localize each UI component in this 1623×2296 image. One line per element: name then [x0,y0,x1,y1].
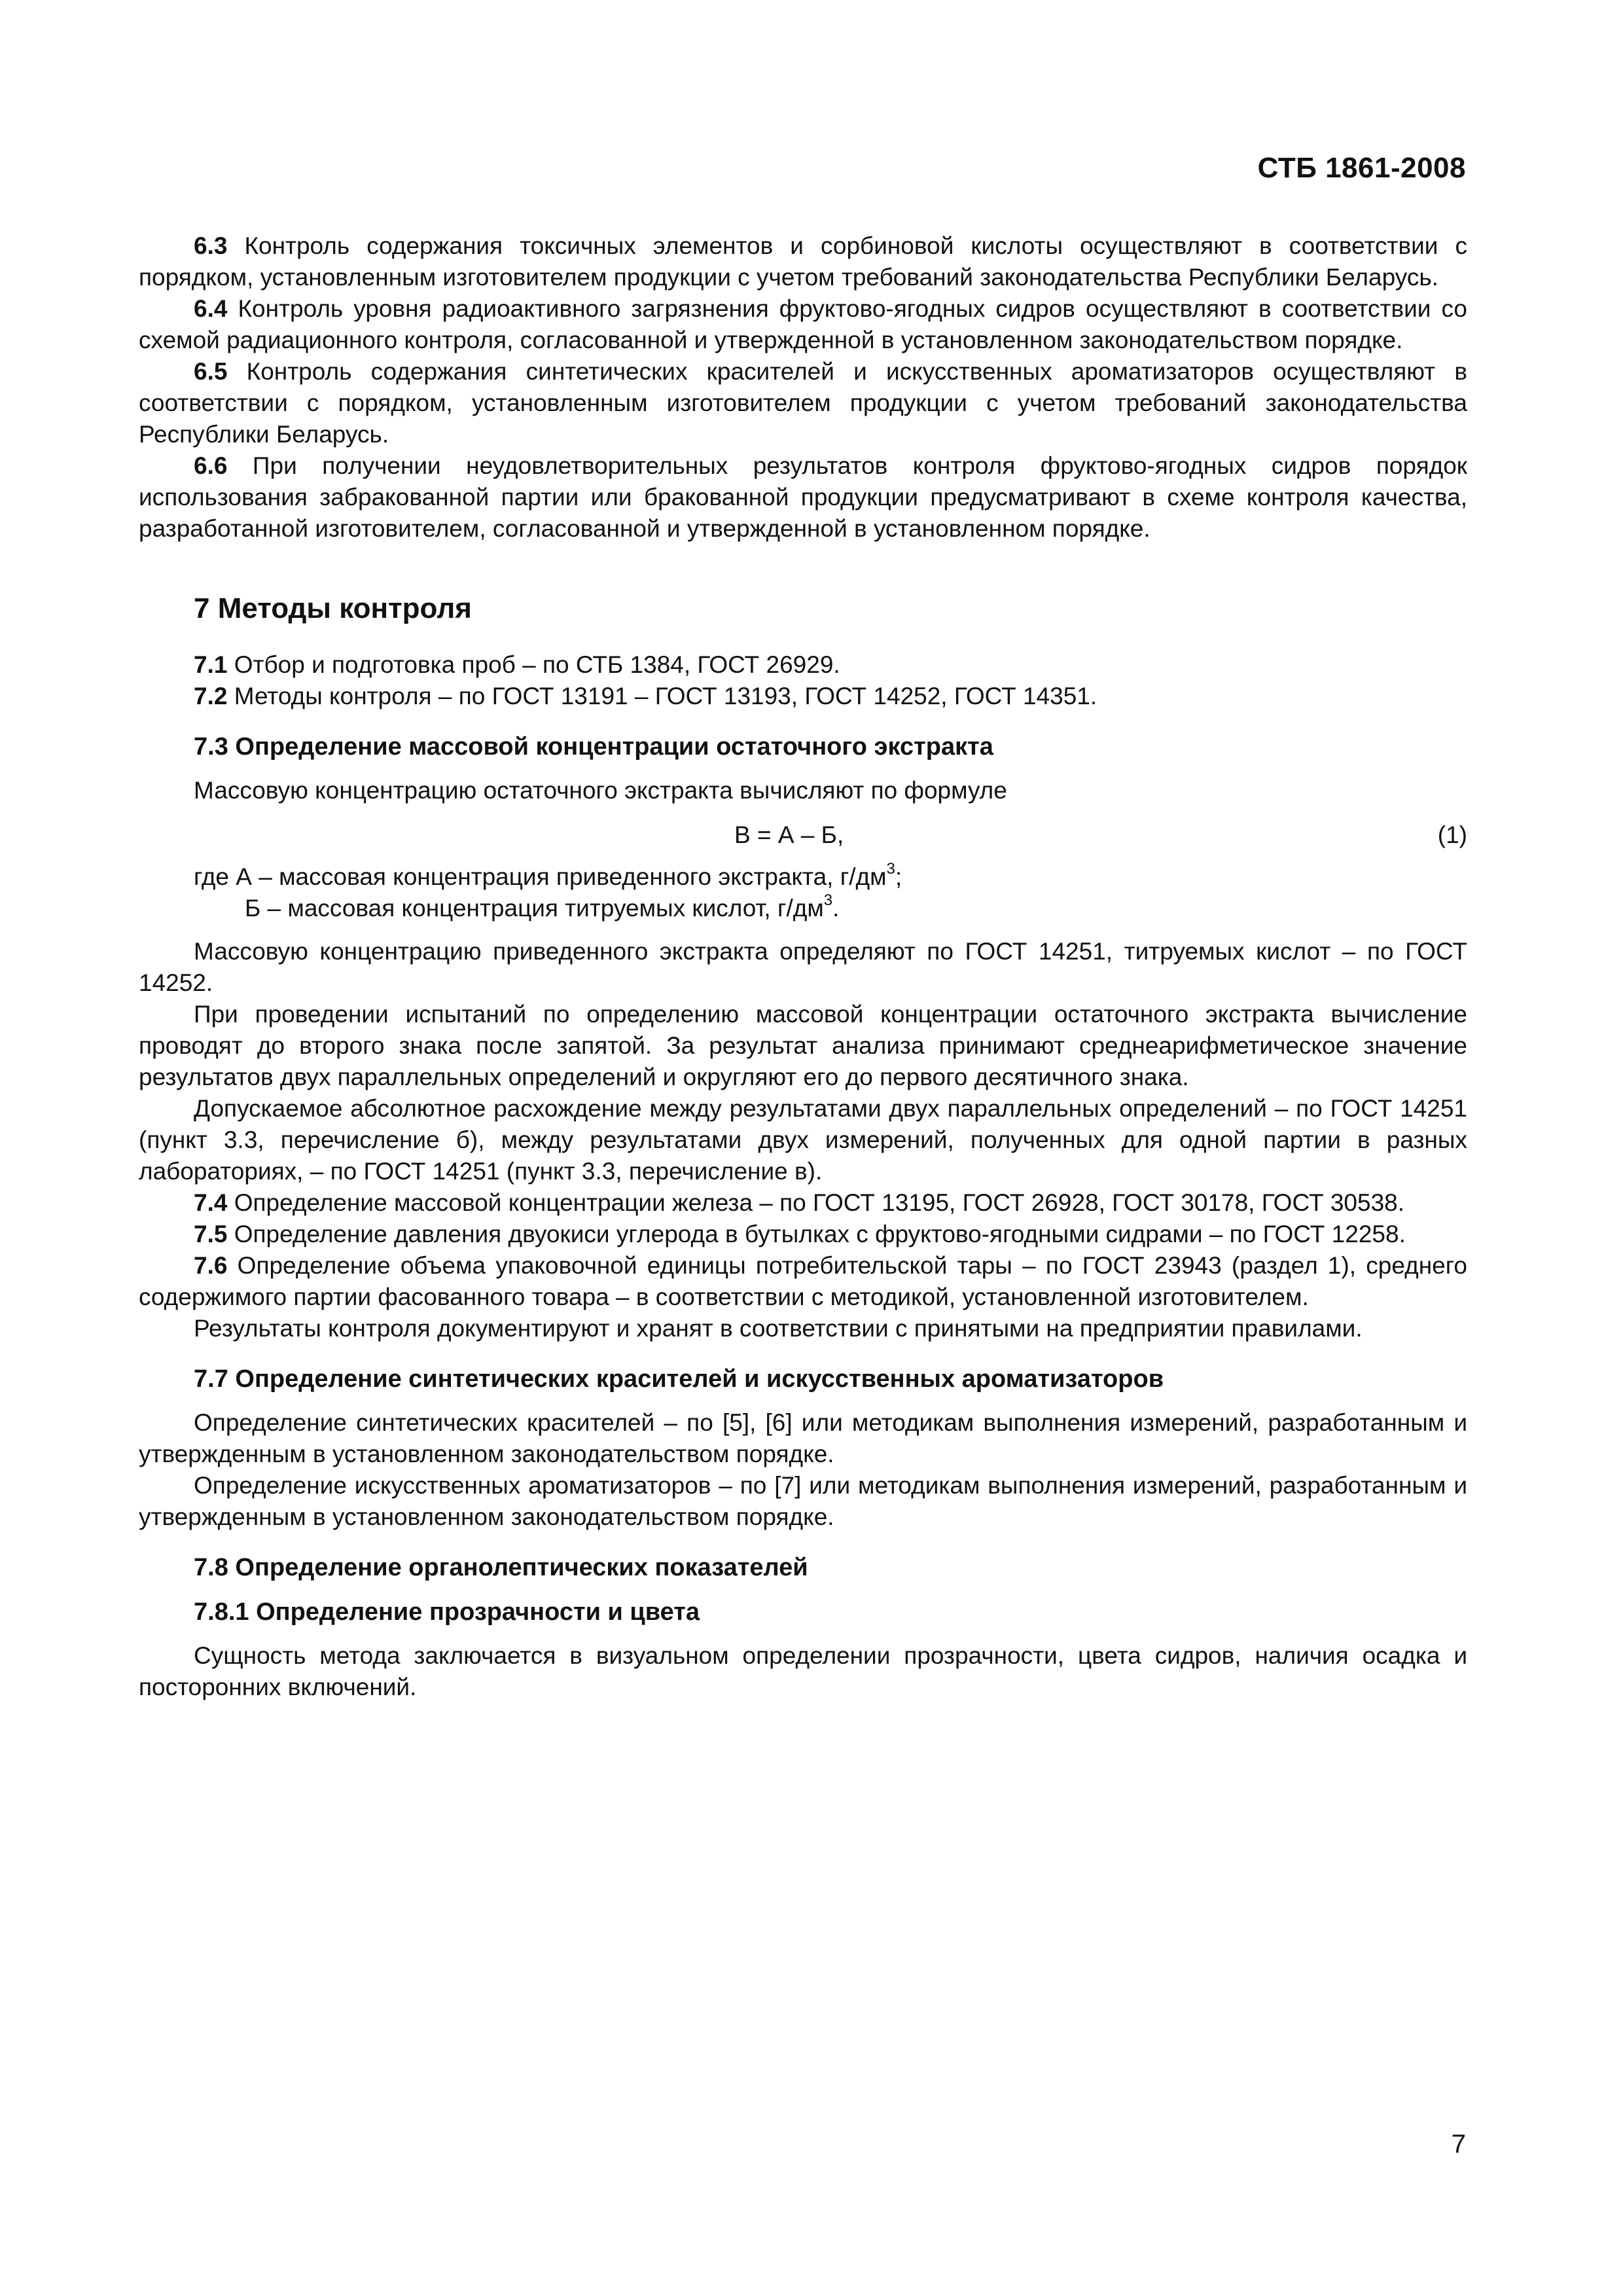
paragraph-6-3 [139,230,1467,293]
legend-b [139,893,1467,924]
clause-number: 6.6 [194,452,228,479]
paragraph-7-8-1: Сущность метода заключается в визуальном определении прозрачности, цвета сидров, наличия осадка и посторонних включений. [139,1642,1467,1700]
clause-text: При получении неудовлетворительных результатов контроля фруктово-ягодных сидров порядок использования забракованной партии или бракованной продукции предусматривают в схеме контроля качества, разработанной изготовителем, согласованной и утвержденной в установленном порядке. [139,452,1467,542]
paragraph-6-6 [139,450,1467,545]
paragraph-7-3-a: Массовую концентрацию приведенного экстракта определяют по ГОСТ 14251, титруемых кислот – по ГОСТ 14252. [139,938,1467,996]
unit-exponent: 3 [886,859,895,878]
paragraph-7-3-b: При проведении испытаний по определению массовой концентрации остаточного экстракта вычисление проводят до второго знака после запятой. За результат анализа принимают среднеарифметическое значение результатов двух параллельных определений и округляют его до первого десятичного знака. [139,1001,1467,1090]
clause-text: Определение давления двуокиси углерода в бутылках с фруктово-ягодными сидрами – по ГОСТ 12258. [227,1221,1406,1247]
paragraph-6-5 [139,356,1467,450]
page-number: 7 [1451,2130,1466,2159]
unit-exponent: 3 [823,891,833,909]
subsection-7-7-heading: 7.7 Определение синтетических красителей и искусственных ароматизаторов [194,1365,1164,1393]
legend-b-end: . [832,895,840,922]
paragraph-7-6 [139,1250,1467,1313]
clause-number: 6.4 [194,295,228,322]
paragraph-7-4 [139,1187,1467,1219]
clause-text: Отбор и подготовка проб – по СТБ 1384, ГОСТ 26929. [227,651,840,678]
formula-intro: Массовую концентрацию остаточного экстракта вычисляют по формуле [194,777,1007,804]
clause-text: Методы контроля – по ГОСТ 13191 – ГОСТ 13193, ГОСТ 14252, ГОСТ 14351. [227,683,1097,709]
paragraph-6-4 [139,293,1467,356]
paragraph-7-7-b: Определение искусственных ароматизаторов – по [7] или методикам выполнения измерений, разработанным и утвержденным в установленном законодательством порядке. [139,1472,1467,1530]
subsection-7-8-heading: 7.8 Определение органолептических показателей [194,1554,808,1581]
legend-a-text: где А – массовая концентрация приведенного экстракта, г/дм [194,863,887,890]
clause-number: 7.6 [194,1252,228,1279]
formula-expression: В = А – Б, [734,821,844,848]
paragraph-7-6-b: Результаты контроля документируют и хранят в соответствии с принятыми на предприятии правилами. [194,1315,1363,1342]
subsection-7-8-1-heading: 7.8.1 Определение прозрачности и цвета [194,1598,700,1626]
clause-number: 7.5 [194,1221,228,1247]
paragraph-7-7-a: Определение синтетических красителей – по [5], [6] или методикам выполнения измерений, разработанным и утвержденным в установленном законодательством порядке. [139,1409,1467,1467]
formula-number: (1) [1437,821,1467,848]
section-7-heading: 7 Методы контроля [194,592,472,624]
clause-number: 7.1 [194,651,228,678]
paragraph-7-3-c: Допускаемое абсолютное расхождение между результатами двух параллельных определений – по ГОСТ 14251 (пункт 3.3, перечисление б), между результатами двух измерений, полученных для одной партии в разных лабораториях, – по ГОСТ 14251 (пункт 3.3, перечисление в). [139,1095,1467,1185]
clause-text: Контроль содержания синтетических красителей и искусственных ароматизаторов осуществляют в соответствии с порядком, установленным изготовителем продукции с учетом требований законодательства Республики Беларусь. [139,358,1467,448]
clause-number: 6.5 [194,358,228,385]
paragraph-7-2 [139,681,1467,712]
document-body [139,230,1467,1703]
clause-number: 7.4 [194,1189,228,1216]
subsection-7-3-heading: 7.3 Определение массовой концентрации остаточного экстракта [194,733,993,761]
formula-1 [139,813,1467,857]
clause-text: Определение массовой концентрации железа – по ГОСТ 13195, ГОСТ 26928, ГОСТ 30178, ГОСТ 30538. [227,1189,1405,1216]
paragraph-7-1 [139,649,1467,681]
formula-legend [139,861,1467,924]
legend-b-text: Б – массовая концентрация титруемых кислот, г/дм [245,895,824,922]
clause-text: Контроль содержания токсичных элементов и сорбиновой кислоты осуществляют в соответствии с порядком, установленным изготовителем продукции с учетом требований законодательства Республики Беларусь. [139,232,1467,291]
clause-text: Определение объема упаковочной единицы потребительской тары – по ГОСТ 23943 (раздел 1), среднего содержимого партии фасованного товара – в соответствии с методикой, установленной изготовителем. [139,1252,1467,1310]
legend-a-end: ; [895,863,902,890]
clause-text: Контроль уровня радиоактивного загрязнения фруктово-ягодных сидров осуществляют в соответствии со схемой радиационного контроля, согласованной и утвержденной в установленном законодательством порядке. [139,295,1467,353]
paragraph-7-5 [139,1219,1467,1250]
clause-number: 6.3 [194,232,228,259]
legend-a [139,861,1467,893]
document-code: СТБ 1861-2008 [1257,152,1466,184]
clause-number: 7.2 [194,683,228,709]
